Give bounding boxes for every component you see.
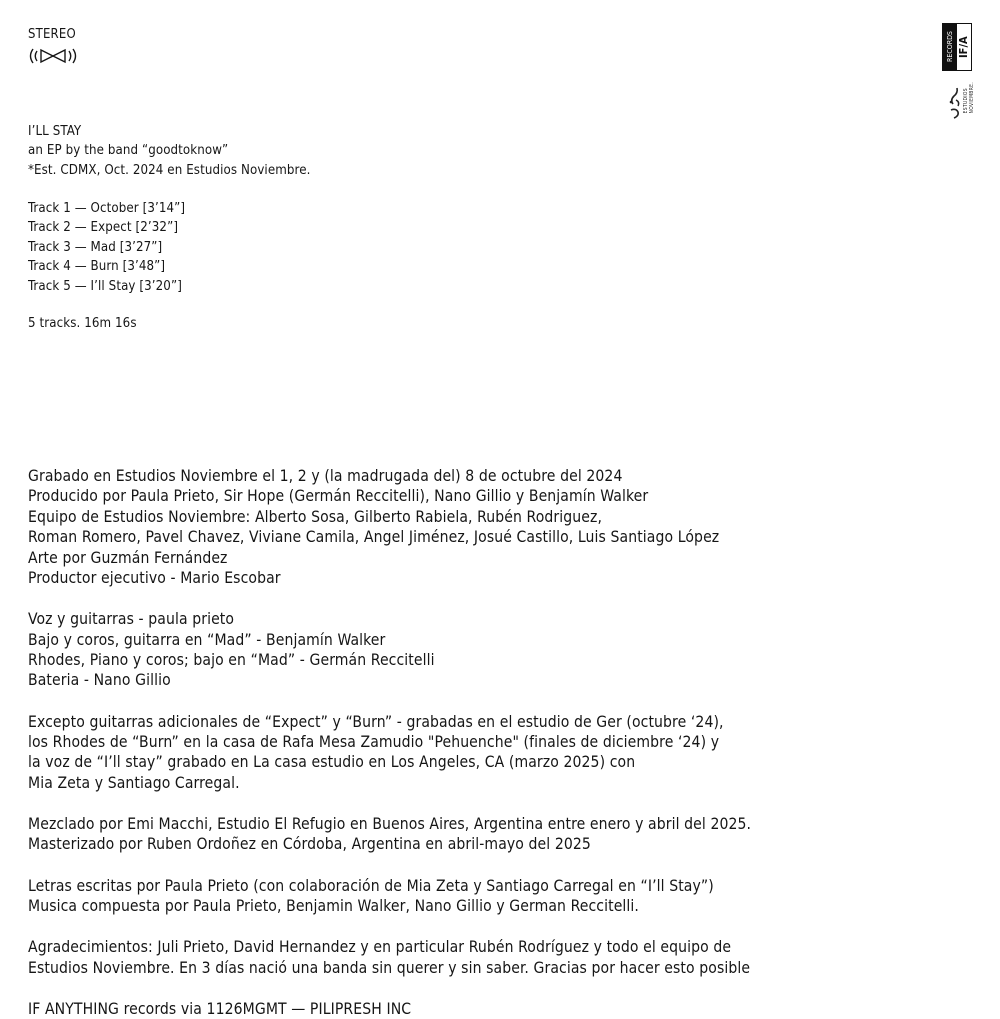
musician-line: Voz y guitarras - paula prieto [28, 610, 235, 629]
mixing-line: Masterizado por Ruben Ordoñez en Córdoba, Argentina en abril-mayo del 2025 [28, 835, 591, 854]
ep-subtitle: an EP by the band “goodtoknow” [28, 143, 229, 159]
ep-establishment: *Est. CDMX, Oct. 2024 en Estudios Noviembre. [28, 162, 311, 178]
studio-text-line2: NOVIEMBRE. [969, 82, 975, 114]
additional-line: Mia Zeta y Santiago Carregal. [28, 773, 240, 792]
logo-main-text: IF/A [957, 36, 970, 58]
track-item: Track 5 — I’ll Stay [3’20”] [28, 278, 182, 294]
studio-text-line1: ESTUDIOS [963, 88, 969, 114]
footer-line: IF ANYTHING records via 1126MGMT — PILIPRESH INC [28, 999, 412, 1018]
thanks-line: Agradecimientos: Juli Prieto, David Hernandez y en particular Rubén Rodríguez y todo el equipo de [28, 938, 732, 957]
credit-line: Roman Romero, Pavel Chavez, Viviane Camila, Angel Jiménez, Josué Castillo, Luis Santiago López [28, 528, 720, 547]
musician-line: Bajo y coros, guitarra en “Mad” - Benjamín Walker [28, 630, 386, 649]
tracks-summary-text: 5 tracks. 16m 16s [28, 316, 137, 331]
thanks-line: Estudios Noviembre. En 3 días nació una banda sin querer y sin saber. Gracias por hacer esto posible [28, 958, 751, 977]
studio-logo-text [963, 82, 975, 113]
ep-title: I’LL STAY [28, 124, 82, 139]
writing-line: Letras escritas por Paula Prieto (con colaboración de Mia Zeta y Santiago Carregal en “I’ll Stay”) [28, 876, 714, 895]
additional-line: Excepto guitarras adicionales de “Expect” y “Burn” - grabadas en el estudio de Ger (octubre ‘24), [28, 712, 724, 731]
credit-line: Grabado en Estudios Noviembre el 1, 2 y (la madrugada del) 8 de octubre del 2024 [28, 467, 623, 485]
tracks-summary [28, 314, 137, 333]
musician-line: Rhodes, Piano y coros; bajo en “Mad” - Germán Reccitelli [28, 651, 435, 670]
musician-line: Bateria - Nano Gillio [28, 671, 171, 690]
tracklist [28, 199, 185, 296]
stereo-bowtie-icon [27, 47, 79, 65]
if-anything-records-logo [942, 23, 972, 71]
mixing-line: Mezclado por Emi Macchi, Estudio El Refugio en Buenos Aires, Argentina entre enero y abril del 2025. [28, 815, 752, 834]
stereo-label: STEREO [28, 27, 76, 42]
track-item: Track 4 — Burn [3’48”] [28, 259, 166, 275]
track-item: Track 1 — October [3’14”] [28, 201, 186, 216]
credit-line: Equipo de Estudios Noviembre: Alberto Sosa, Gilberto Rabiela, Rubén Rodriguez, [28, 507, 603, 526]
credit-line: Productor ejecutivo - Mario Escobar [28, 569, 281, 588]
credit-line: Producido por Paula Prieto, Sir Hope (Germán Reccitelli), Nano Gillio y Benjamín Walker [28, 487, 649, 506]
logo-records-text: RECORDS [946, 31, 954, 63]
track-item: Track 2 — Expect [2’32”] [28, 220, 179, 236]
credit-line: Arte por Guzmán Fernández [28, 548, 228, 567]
writing-line: Musica compuesta por Paula Prieto, Benjamin Walker, Nano Gillio y German Reccitelli. [28, 897, 639, 916]
track-item: Track 3 — Mad [3’27”] [28, 239, 163, 255]
ep-intro [28, 122, 310, 180]
additional-line: los Rhodes de “Burn” en la casa de Rafa Mesa Zamudio "Pehuenche" (finales de diciembre ‘24) y [28, 733, 720, 752]
additional-line: la voz de “I’ll stay” grabado en La casa estudio en Los Angeles, CA (marzo 2025) con [28, 753, 636, 772]
credits [28, 466, 751, 1019]
